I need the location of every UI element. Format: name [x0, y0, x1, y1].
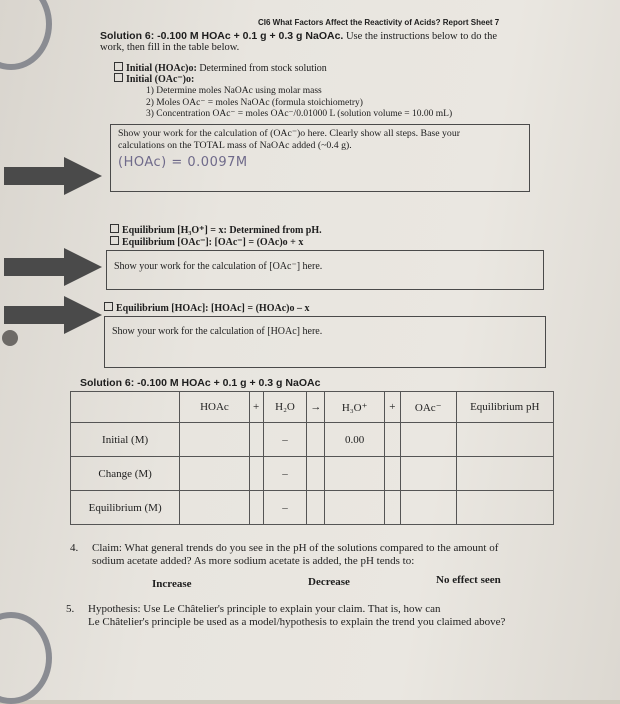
- ice-table: [70, 391, 554, 525]
- initial-step-1: 1) Determine moles NaOAc using molar mass: [146, 86, 322, 96]
- table-cell[interactable]: [400, 457, 456, 491]
- solution-instruction: Use the instructions below to do the: [345, 31, 498, 42]
- table-cell[interactable]: [325, 457, 385, 491]
- q5-number: 5.: [66, 603, 75, 615]
- table-cell: 0.00: [325, 423, 385, 457]
- table-cell[interactable]: [400, 491, 456, 525]
- solution-heading: Solution 6: -0.100 M HOAc + 0.1 g + 0.3 g NaOAc.: [100, 30, 344, 42]
- row-label: Change (M): [71, 457, 180, 491]
- checkbox-icon: [114, 73, 123, 82]
- box1-prompt-1: Show your work for the calculation of (OAc⁻)o here. Clearly show all steps. Base your: [118, 128, 460, 139]
- q5-hypothesis-line-2: Le Châtelier's principle be used as a model/hypothesis to explain the trend you claimed above?: [88, 616, 506, 628]
- page-header: CI6 What Factors Affect the Reactivity of Acids? Report Sheet 7: [258, 18, 500, 27]
- initial-step-2: 2) Moles OAc⁻ = moles NaOAc (formula stoichiometry): [146, 98, 363, 108]
- table-cell[interactable]: [456, 491, 553, 525]
- table-cell[interactable]: [180, 491, 249, 525]
- checkbox-icon: [114, 62, 123, 71]
- table-cell[interactable]: [400, 423, 456, 457]
- arrow-icon-3: [4, 296, 102, 334]
- initial-oac-line: Initial (OAc⁻)o:: [114, 73, 194, 85]
- eq-hoac-line: Equilibrium [HOAc]: [HOAc] = (HOAc)o – x: [104, 302, 309, 314]
- arrow-icon-2: [4, 248, 102, 286]
- table-header-cell: →: [307, 392, 325, 423]
- option-no-effect[interactable]: No effect seen: [436, 574, 501, 586]
- table-cell[interactable]: [456, 423, 553, 457]
- checkbox-icon: [110, 224, 119, 233]
- table-row: [71, 457, 554, 491]
- table-header-cell: [71, 392, 180, 423]
- row-label: Initial (M): [71, 423, 180, 457]
- table-header-cell: HOAc: [180, 392, 249, 423]
- table-cell: –: [263, 491, 307, 525]
- table-header-cell: +: [384, 392, 400, 423]
- table-row: [71, 423, 554, 457]
- table-header-cell: OAc⁻: [400, 392, 456, 423]
- binder-ring-top: [0, 0, 52, 70]
- option-decrease[interactable]: Decrease: [308, 576, 350, 588]
- table-cell[interactable]: [325, 491, 385, 525]
- handwritten-answer: (HOAc) = 0.0097M: [118, 155, 248, 170]
- q4-claim-line-1: Claim: What general trends do you see in the pH of the solutions compared to the amount of: [92, 542, 499, 554]
- table-cell: –: [263, 457, 307, 491]
- eq-h3o-line: Equilibrium [H₃O⁺] = x: Determined from pH.: [110, 224, 322, 236]
- box2-prompt: Show your work for the calculation of [OAc⁻] here.: [114, 261, 323, 272]
- row-label: Equilibrium (M): [71, 491, 180, 525]
- table-header-cell: +: [249, 392, 263, 423]
- table-row: [71, 491, 554, 525]
- table-cell[interactable]: [180, 457, 249, 491]
- table-header-cell: H₃O⁺: [325, 392, 385, 423]
- q5-hypothesis-line-1: Hypothesis: Use Le Châtelier's principle to explain your claim. That is, how can: [88, 603, 441, 615]
- work-box-hoac-eq[interactable]: [104, 316, 546, 368]
- arrow-icon-1: [4, 157, 102, 195]
- eq-oac-line: Equilibrium [OAc⁻]: [OAc⁻] = (OAc)o + x: [110, 236, 303, 248]
- option-increase[interactable]: Increase: [152, 578, 192, 590]
- table-cell[interactable]: [456, 457, 553, 491]
- checkbox-icon: [110, 236, 119, 245]
- table-header-row: [71, 392, 554, 423]
- initial-hoac-line: Initial (HOAc)o: Determined from stock solution: [114, 62, 327, 74]
- table-title: Solution 6: -0.100 M HOAc + 0.1 g + 0.3 g NaOAc: [80, 377, 321, 389]
- table-cell[interactable]: [180, 423, 249, 457]
- table-cell: –: [263, 423, 307, 457]
- table-header-cell: Equilibrium pH: [456, 392, 553, 423]
- checkbox-icon: [104, 302, 113, 311]
- box1-prompt-2: calculations on the TOTAL mass of NaOAc added (~0.4 g).: [118, 140, 352, 151]
- box3-prompt: Show your work for the calculation of [HOAc] here.: [112, 326, 323, 337]
- q4-number: 4.: [70, 542, 79, 554]
- table-header-cell: H₂O: [263, 392, 307, 423]
- solution-instruction-2: work, then fill in the table below.: [100, 42, 240, 53]
- initial-step-3: 3) Concentration OAc⁻ = moles OAc⁻/0.01000 L (solution volume = 10.00 mL): [146, 109, 453, 119]
- binder-ring-bottom: [0, 612, 52, 704]
- q4-claim-line-2: sodium acetate added? As more sodium acetate is added, the pH tends to:: [92, 555, 415, 567]
